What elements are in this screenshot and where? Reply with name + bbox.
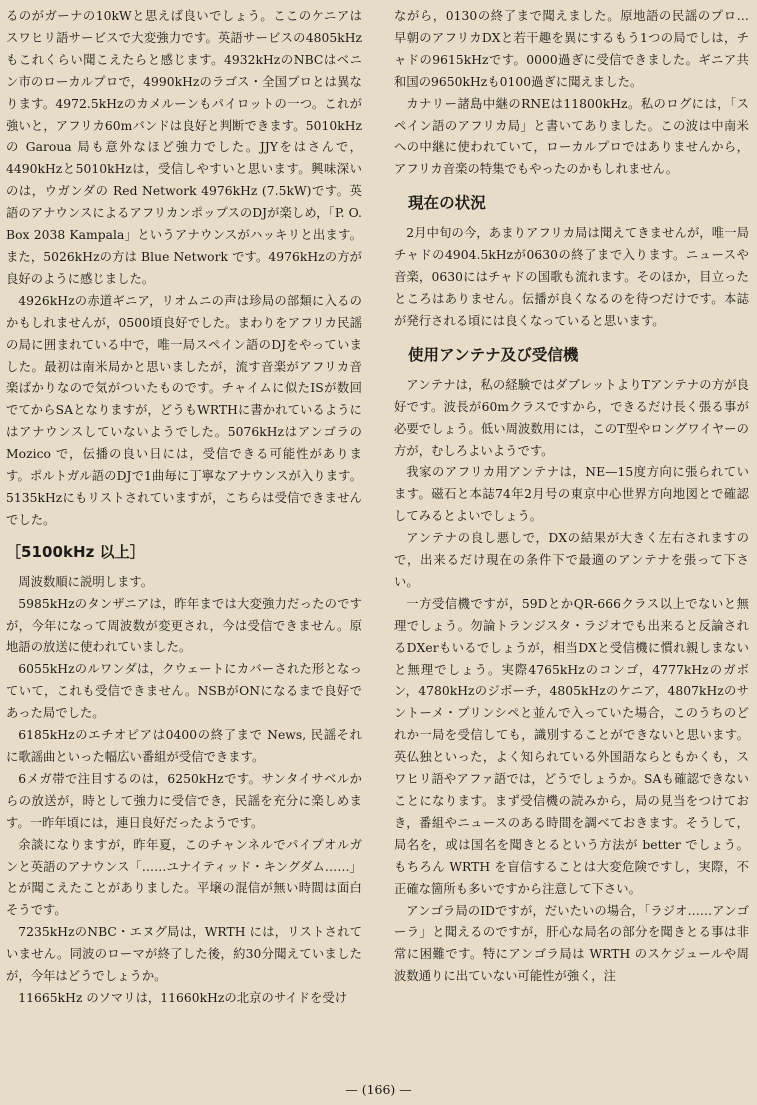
page-number: — (166) — [345, 1082, 412, 1097]
paragraph: 5985kHzのタンザニアは，昨年までは大変強力だったのですが，今年になって周波数が変更され，今は受信できません。原地語の放送に使われていました。 [6, 596, 362, 655]
paragraph: 一方受信機ですが，59DとかQR-666クラス以上でないと無理でしょう。勿論トランジスタ・ラジオでも出来ると反論されるDXerもいるでしょうが，相当DXと受信機に慣れ親しまないと無理でしょう。実際4765kHzのコンゴ，4777kHzのガボン，4780kHzのジボーチ，4805kHzのケニア，4807kHzのサントーメ・プリンシペと並んで入っていた場合，このうちのどれか一局を受信しても，識別することができないと思います。英仏独といった，よく知られている外国語ならともかくも，スワヒリ語やアファ語では，どうでしょうか。SAも確認できないことになります。まず受信機の読みから，局の見当をつけておき，番組やニュースのある時間を調べておきます。そうして，局名を，或は国名を聞きとるという方法が better でしょう。もちろん WRTH を盲信することは大変危険ですし，実際，不正確な箇所も多いですから注意して下さい。 [394, 596, 749, 896]
section-heading: ［5100kHz 以上］ [6, 542, 145, 561]
paragraph: ながら，0130の終了まで聞えました。原地語の民謡のプロ… 早朝のアフリカDXと若干趣を異にするもう1つの局でしは，チャドの9615kHzです。0000過ぎに受信できました。ギニア共和国の9650kHzも0100過ぎに聞えました。 [394, 9, 749, 89]
paragraph: アンテナは，私の経験ではダブレットよりTアンテナの方が良好です。波長が60mクラスですから，できるだけ長く張る事が必要でしょう。低い周波数用には，このT型やロングワイヤーの方が，むしろよいようです。 [394, 377, 749, 458]
paragraph: 6185kHzのエチオピアは0400の終了まで News, 民謡それに歌謡曲といった幅広い番組が受信できます。 [6, 728, 362, 764]
paragraph: 6055kHzのルワンダは，クウェートにカバーされた形となっていて，これも受信できません。NSBがONになるまで良好であった局でした。 [6, 662, 362, 721]
paragraph: 7235kHzのNBC・エヌグ局は，WRTH には，リストされていません。同波のローマが終了した後，約30分聞えていましたが，今年はどうでしょうか。 [6, 925, 362, 984]
left-column [6, 6, 362, 1010]
paragraph: るのがガーナの10kWと思えば良いでしょう。ここのケニアはスワヒリ語サービスで大変強力です。英語サービスの4805kHzもこれくらい聞こえたらと感じます。4932kHzのNBCはベニン市のローカルプロで，4990kHzのラゴス・全国プロとは異なります。4972.5kHzのカメルーンもパイロットの一つ。これが強いと，アフリカ60mバンドは良好と判断できます。5010kHzの Garoua 局も意外なほど強力でした。JJYをはさんで，4490kHzと5010kHzは，受信しやすいと思います。興味深いのは，ウガンダの Red Network 4976kHz (7.5kW)です。英語のアナウンスによるアフリカンポップスのDJが楽しめ，「P. O. Box 2038 Kampala」というアナウンスがハッキリと出ます。また，5026kHzの方は Blue Network です。4976kHzの方が良好のように感じました。 [6, 9, 362, 286]
paragraph: 11665kHz のソマリは，11660kHzの北京のサイドを受け [18, 990, 348, 1005]
paragraph: 周波数順に説明します。 [18, 574, 154, 589]
paragraph: カナリー諸島中継のRNEは11800kHz。私のログには，「スペイン語のアフリカ局」と書いてありました。この波は中南米への中継に使われていて，ローカルプロではありませんから，アフリカ音楽の特集でもやったのかもしれません。 [394, 96, 749, 177]
paragraph: 余談になりますが，昨年夏，このチャンネルでパイプオルガンと英語のアナウンス「……ユナイティッド・キングダム……」とが聞こえたことがありました。平壌の混信が無い時間は面白そうです。 [6, 837, 362, 918]
paragraph: 我家のアフリカ用アンテナは，NE—15度方向に張られています。磁石と本誌74年2月号の東京中心世界方向地図とで確認してみるとよいでしょう。 [394, 465, 749, 524]
right-column [394, 6, 749, 988]
section-heading-antenna: 使用アンテナ及び受信機 [408, 345, 579, 364]
paragraph: アンゴラ局のIDですが，だいたいの場合，「ラジオ……アンゴーラ」と聞えるのですが，肝心な局名の部分を聞きとる事は非常に困難です。特にアンゴラ局は WRTH のスケジュールや周波数通りに出ていない可能性が強く，注 [394, 903, 749, 984]
paragraph: 4926kHzの赤道ギニア，リオムニの声は珍局の部類に入るのかもしれませんが，0500頃良好でした。まわりをアフリカ民謡の局に囲まれている中で，唯一局スペイン語のDJをやっていました。最初は南米局かと思いましたが，流す音楽がアフリカ音楽ばかりなので気がついたものです。チャイムに似たISが数回でてからSAとなりますが，どうもWRTHに書かれているようにはアナウンスしていないようでした。5076kHzはアンゴラの Mozico で，伝播の良い日には，受信できる可能性があります。ポルトガル語のDJで1曲毎に丁寧なアナウンスが入ります。5135kHzにもリストされていますが，こちらは受信できませんでした。 [6, 293, 362, 527]
paragraph: 6メガ帯で注目するのは，6250kHzです。サンタイサベルからの放送が，時として強力に受信でき，民謡を充分に楽しめます。一昨年頃には，連日良好だったようです。 [6, 771, 362, 830]
paragraph: 2月中旬の今，あまりアフリカ局は聞えてきませんが，唯一局チャドの4904.5kHzが0630の終了まで入ります。ニュースや音楽，0630にはチャドの国歌も流れます。そのほか，目立ったところはありません。伝播が良くなるのを待つだけです。本誌が発行される頃には良くなっていると思います。 [394, 226, 749, 328]
paragraph: アンテナの良し悪しで，DXの結果が大きく左右されますので，出来るだけ現在の条件下で最適のアンテナを張って下さい。 [394, 531, 749, 589]
section-heading-status: 現在の状況 [408, 194, 486, 213]
